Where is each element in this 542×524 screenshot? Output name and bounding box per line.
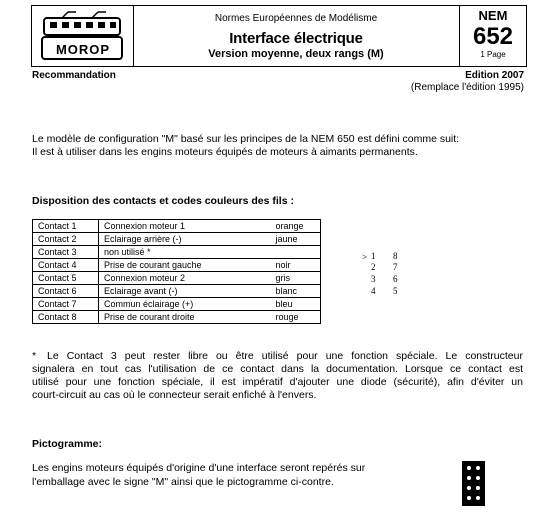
pictogram-line-1: Les engins moteurs équipés d'origine d'une interface seront repérés sur: [32, 462, 366, 474]
table-row: [33, 220, 321, 233]
function-cell: non utilisé *: [99, 246, 271, 259]
page-count: 1 Page: [480, 50, 506, 59]
morop-logo: [32, 6, 134, 66]
contact-cell: Contact 2: [33, 233, 99, 246]
document-title: Interface électrique: [229, 30, 363, 47]
function-cell: Connexion moteur 1: [99, 220, 271, 233]
color-cell: jaune: [271, 233, 321, 246]
pin-label: 1: [371, 251, 376, 261]
nem-label: NEM: [478, 8, 508, 23]
logo-text: MOROP: [55, 42, 111, 57]
function-cell: Prise de courant droite: [99, 311, 271, 324]
pin-label: 5: [393, 286, 398, 296]
intro-line-1: Le modèle de configuration "M" basé sur les principes de la NEM 650 est défini comme suit:: [32, 133, 460, 145]
pin-label: 3: [371, 274, 376, 284]
function-cell: Eclairage arrière (-): [99, 233, 271, 246]
function-cell: Prise de courant gauche: [99, 259, 271, 272]
table-row: [33, 298, 321, 311]
function-cell: Commun éclairage (+): [99, 298, 271, 311]
footnote-star: *: [32, 350, 37, 362]
color-cell: [271, 246, 321, 259]
table-row: [33, 246, 321, 259]
contact-cell: Contact 7: [33, 298, 99, 311]
color-cell: rouge: [271, 311, 321, 324]
pictogram-line-2: l'emballage avec le signe "M" ainsi que le pictogramme ci-contre.: [32, 476, 334, 488]
footnote-line-3: utilisé pour une fonction spéciale, il est impératif d'ajouter une diode (sécurité), afin d'éviter un: [32, 376, 523, 388]
function-cell: Connexion moteur 2: [99, 272, 271, 285]
color-cell: orange: [271, 220, 321, 233]
pictogram-heading: Pictogramme:: [32, 438, 103, 450]
table-row: [33, 272, 321, 285]
color-cell: noir: [271, 259, 321, 272]
contact-cell: Contact 1: [33, 220, 99, 233]
contacts-heading: Disposition des contacts et codes couleurs des fils :: [32, 195, 294, 207]
footnote-line-1: Le Contact 3 peut rester libre ou être utilisé pour une fonction spéciale. Le constructeur: [47, 350, 523, 362]
table-row: [33, 259, 321, 272]
pin-label: 2: [371, 262, 376, 272]
table-row: [33, 233, 321, 246]
contact-cell: Contact 6: [33, 285, 99, 298]
footnote-line-2: signalera en tout cas l'utilisation de ce contact dans la documentation. Lorsque ce contact est: [32, 363, 523, 375]
table-row: [33, 285, 321, 298]
function-cell: Eclairage avant (-): [99, 285, 271, 298]
pin-label: 6: [393, 274, 398, 284]
color-cell: gris: [271, 272, 321, 285]
table-row: [33, 311, 321, 324]
replaces-label: (Remplace l'édition 1995): [410, 82, 524, 93]
contact-cell: Contact 4: [33, 259, 99, 272]
header-title-cell: [133, 6, 460, 66]
locomotive-logo-icon: [32, 6, 132, 66]
document-header: [31, 5, 527, 67]
contact-cell: Contact 3: [33, 246, 99, 259]
color-cell: blanc: [271, 285, 321, 298]
organisation-name: Normes Européennes de Modélisme: [214, 13, 378, 24]
contact-cell: Contact 8: [33, 311, 99, 324]
status-label: Recommandation: [32, 70, 116, 81]
footnote-line-4: court-circuit au cas où le connecteur serait enfiché à l'envers.: [32, 389, 317, 401]
edition-label: Edition 2007: [465, 70, 524, 81]
color-cell: bleu: [271, 298, 321, 311]
contact-cell: Contact 5: [33, 272, 99, 285]
pin-label: 7: [393, 262, 398, 272]
connector-pictogram-icon: [462, 461, 485, 506]
intro-line-2: Il est à utiliser dans les engins moteurs équipés de moteurs à aimants permanents.: [32, 146, 418, 158]
pin-label: 4: [371, 286, 376, 296]
pin-marker: >: [362, 252, 368, 262]
nem-number: 652: [472, 23, 514, 50]
nem-number-cell: [460, 6, 526, 66]
pin-label: 8: [393, 251, 398, 261]
contacts-table: [32, 219, 321, 324]
document-subtitle: Version moyenne, deux rangs (M): [208, 48, 384, 60]
